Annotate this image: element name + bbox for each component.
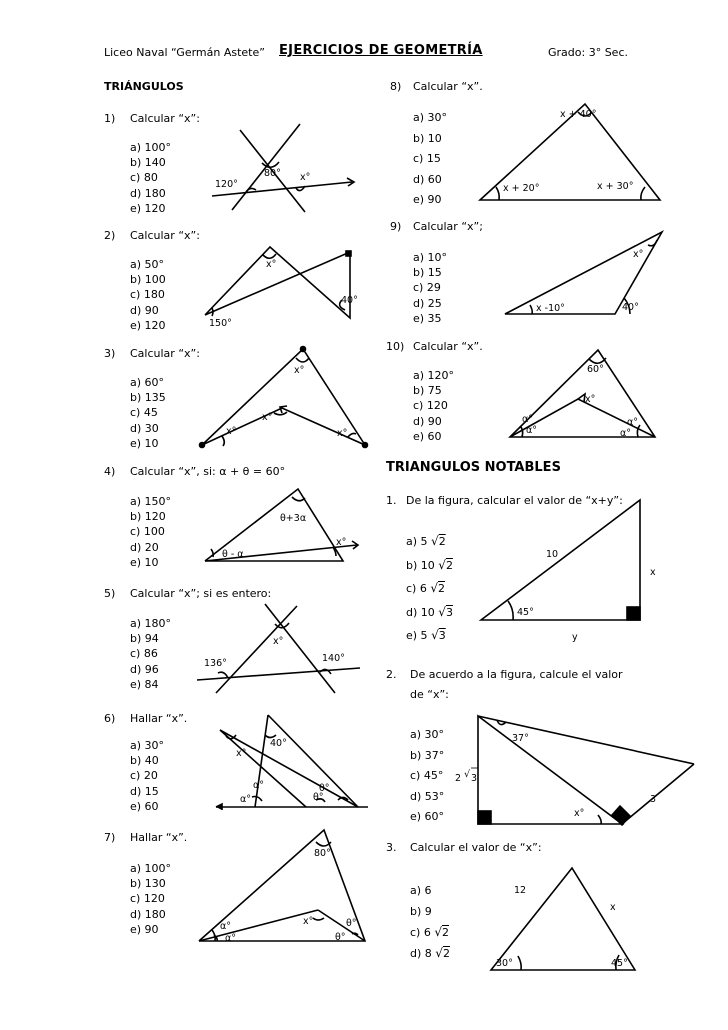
option[interactable]: b) 37° (410, 748, 445, 762)
fig1-label: 80° (264, 168, 281, 179)
option[interactable]: b) 120 (130, 510, 166, 524)
notable-3-number: 3. (386, 841, 397, 854)
problem-7-prompt: Hallar “x”. (130, 831, 188, 844)
option[interactable]: d) 10 √3 (406, 604, 453, 619)
option[interactable]: e) 35 (413, 311, 442, 325)
notable-1-prompt: De la figura, calcular el valor de “x+y”: (406, 494, 623, 507)
problem-6-number: 6) (104, 712, 116, 725)
option[interactable]: c) 120 (413, 399, 448, 413)
option[interactable]: b) 40 (130, 754, 159, 768)
option[interactable]: d) 60 (413, 172, 442, 186)
school-name: Liceo Naval “Germán Astete” (104, 46, 265, 59)
option[interactable]: d) 8 √2 (410, 946, 450, 960)
option[interactable]: b) 140 (130, 156, 166, 170)
problem-4-prompt: Calcular “x”, si: α + θ = 60° (130, 465, 286, 478)
option[interactable]: d) 96 (130, 662, 159, 676)
fig4-label: θ - α (222, 549, 244, 560)
notable-3-prompt: Calcular el valor de “x”: (410, 841, 542, 854)
option[interactable]: c) 120 (130, 892, 165, 906)
option[interactable]: b) 100 (130, 273, 166, 287)
fig10-label: α° (627, 417, 639, 428)
problem-1-prompt: Calcular “x”: (130, 112, 200, 125)
option[interactable]: d) 90 (130, 303, 159, 317)
fig7-label: 80° (314, 848, 331, 859)
figure-1 (212, 124, 354, 212)
fig2-label: 40° (341, 295, 358, 306)
fig9-label: 40° (622, 302, 639, 313)
fig8-label: x + 20° (503, 183, 540, 194)
option[interactable]: b) 10 √2 (406, 557, 453, 572)
option[interactable]: d) 25 (413, 296, 442, 310)
problem-8-number: 8) (390, 80, 402, 93)
notable-2-number: 2. (386, 668, 397, 681)
option[interactable]: a) 10° (413, 251, 448, 264)
notable-2-prompt: De acuerdo a la figura, calcule el valor (410, 668, 623, 681)
option[interactable]: d) 15 (130, 784, 159, 798)
option[interactable]: a) 30° (413, 111, 448, 124)
notable-1-number: 1. (386, 494, 397, 507)
problem-2-number: 2) (104, 229, 116, 242)
option[interactable]: b) 130 (130, 877, 166, 891)
fig1-label: x° (300, 172, 311, 183)
fig10-label: α° (522, 414, 534, 425)
fig7-label: θ° (335, 932, 346, 943)
fig3-label: x° (337, 428, 348, 439)
fig2-label: 150° (209, 318, 232, 329)
option[interactable]: c) 180 (130, 288, 165, 302)
figure-2 (205, 247, 351, 318)
fig10-label: α° (620, 428, 632, 439)
option[interactable]: e) 5 √3 (406, 628, 446, 642)
section-triangles: TRIÁNGULOS (104, 80, 184, 93)
fig8-label: x + 40° (560, 109, 597, 120)
notable-2-prompt-cont: de “x”: (410, 688, 449, 701)
option[interactable]: c) 45° (410, 769, 444, 782)
fig3-label: x° (262, 412, 273, 423)
fig4-label: θ+3α (280, 513, 307, 524)
option[interactable]: c) 86 (130, 647, 158, 661)
option[interactable]: a) 30° (130, 739, 165, 752)
problem-9-prompt: Calcular “x”; (413, 220, 483, 233)
fig6-label: x° (236, 748, 247, 759)
notable-figure-2 (478, 716, 694, 825)
notable-figure-1 (481, 500, 640, 620)
fig7-label: α° (220, 921, 232, 932)
option[interactable]: a) 150° (130, 495, 172, 508)
problem-6-prompt: Hallar “x”. (130, 712, 188, 725)
problem-5-number: 5) (104, 587, 116, 600)
problem-3-prompt: Calcular “x”: (130, 347, 200, 360)
option[interactable]: b) 9 (410, 905, 432, 918)
notable3-label: x (610, 902, 616, 913)
option[interactable]: b) 10 (413, 131, 442, 145)
notable1-label: x (650, 567, 656, 578)
notable1-label: y (572, 632, 578, 643)
fig2-label: x° (266, 259, 277, 270)
fig6-label: θ° (319, 783, 330, 794)
problem-1-number: 1) (104, 112, 116, 125)
option[interactable]: a) 120° (413, 369, 455, 382)
notable1-label: 45° (517, 607, 534, 618)
notable3-label: 12 (514, 885, 527, 896)
option[interactable]: d) 90 (413, 414, 442, 428)
option[interactable]: c) 29 (413, 281, 441, 295)
notable2-label: 2 (455, 773, 462, 784)
option[interactable]: e) 60 (130, 799, 159, 813)
fig10-label: 60° (587, 364, 604, 375)
fig8-label: x + 30° (597, 181, 634, 192)
option[interactable]: e) 120 (130, 318, 166, 332)
problem-4-number: 4) (104, 465, 116, 478)
fig6-label: θ° (313, 792, 324, 803)
section-notables: TRIANGULOS NOTABLES (386, 460, 561, 475)
option[interactable]: a) 100° (130, 141, 172, 154)
fig7-label: x° (303, 916, 314, 927)
option[interactable]: d) 180 (130, 186, 166, 200)
option[interactable]: a) 180° (130, 617, 172, 630)
option[interactable]: e) 10 (130, 555, 159, 569)
fig10-label: x° (585, 394, 596, 405)
option[interactable]: e) 90 (413, 193, 442, 206)
option[interactable]: c) 15 (413, 152, 441, 165)
option[interactable]: d) 53° (410, 789, 445, 803)
option[interactable]: e) 84 (130, 677, 159, 691)
fig6-label: 40° (270, 738, 287, 749)
option[interactable]: d) 20 (130, 540, 159, 554)
figure-5 (197, 604, 360, 693)
fig7-label: θ° (346, 918, 357, 929)
problem-5-prompt: Calcular “x”; si es entero: (130, 587, 272, 600)
option[interactable]: c) 6 √2 (406, 581, 445, 595)
option[interactable]: c) 100 (130, 525, 165, 539)
notable1-label: 10 (546, 549, 559, 560)
problem-9-number: 9) (390, 220, 402, 233)
notable-figure-3 (491, 868, 635, 970)
option[interactable]: c) 20 (130, 769, 158, 783)
option[interactable]: c) 6 √2 (410, 925, 449, 939)
fig4-label: x° (336, 537, 347, 548)
option[interactable]: d) 180 (130, 907, 166, 921)
option[interactable]: e) 90 (130, 922, 159, 936)
option[interactable]: b) 15 (413, 266, 442, 280)
notable3-label: 30° (496, 958, 513, 969)
problem-7-number: 7) (104, 831, 116, 844)
option[interactable]: a) 50° (130, 258, 165, 271)
option[interactable]: d) 30 (130, 421, 159, 435)
fig9-label: x° (633, 249, 644, 260)
notable2-label: 3 (650, 794, 657, 805)
option[interactable]: e) 60 (413, 429, 442, 443)
page-title: EJERCICIOS DE GEOMETRÍA (279, 43, 483, 58)
problem-10-prompt: Calcular “x”. (413, 340, 483, 353)
problem-10-number: 10) (386, 340, 405, 353)
notable2-label: 37° (512, 733, 529, 744)
notable2-label: 3 (471, 773, 478, 784)
fig5-label: 136° (204, 658, 227, 669)
option[interactable]: e) 10 (130, 436, 159, 450)
fig3-label: x° (294, 365, 305, 376)
option[interactable]: c) 45 (130, 406, 158, 420)
fig10-label: α° (526, 425, 538, 436)
notable3-label: 45° (611, 958, 628, 969)
option[interactable]: a) 30° (410, 728, 445, 741)
fig5-label: x° (273, 636, 284, 647)
option[interactable]: e) 120 (130, 201, 166, 215)
fig7-label: α° (225, 933, 237, 944)
option[interactable]: a) 100° (130, 862, 172, 875)
problem-8-prompt: Calcular “x”. (413, 80, 483, 93)
option[interactable]: a) 6 (410, 884, 432, 897)
fig1-label: 120° (215, 179, 238, 190)
grade-label: Grado: 3° Sec. (548, 46, 628, 59)
option[interactable]: e) 60° (410, 810, 445, 823)
option[interactable]: b) 94 (130, 632, 159, 646)
notable2-root-symbol: √ (464, 769, 471, 780)
notable2-label: x° (574, 808, 585, 819)
option[interactable]: a) 60° (130, 376, 165, 389)
option[interactable]: b) 75 (413, 384, 442, 398)
option[interactable]: b) 135 (130, 391, 166, 405)
fig6-label: α° (253, 780, 265, 791)
figure-6 (216, 715, 368, 810)
option[interactable]: a) 5 √2 (406, 534, 446, 548)
fig6-label: α° (240, 794, 252, 805)
problem-2-prompt: Calcular “x”: (130, 229, 200, 242)
problem-3-number: 3) (104, 347, 116, 360)
fig3-label: x° (226, 426, 237, 437)
fig9-label: x -10° (536, 303, 565, 314)
fig5-label: 140° (322, 653, 345, 664)
option[interactable]: c) 80 (130, 171, 158, 185)
